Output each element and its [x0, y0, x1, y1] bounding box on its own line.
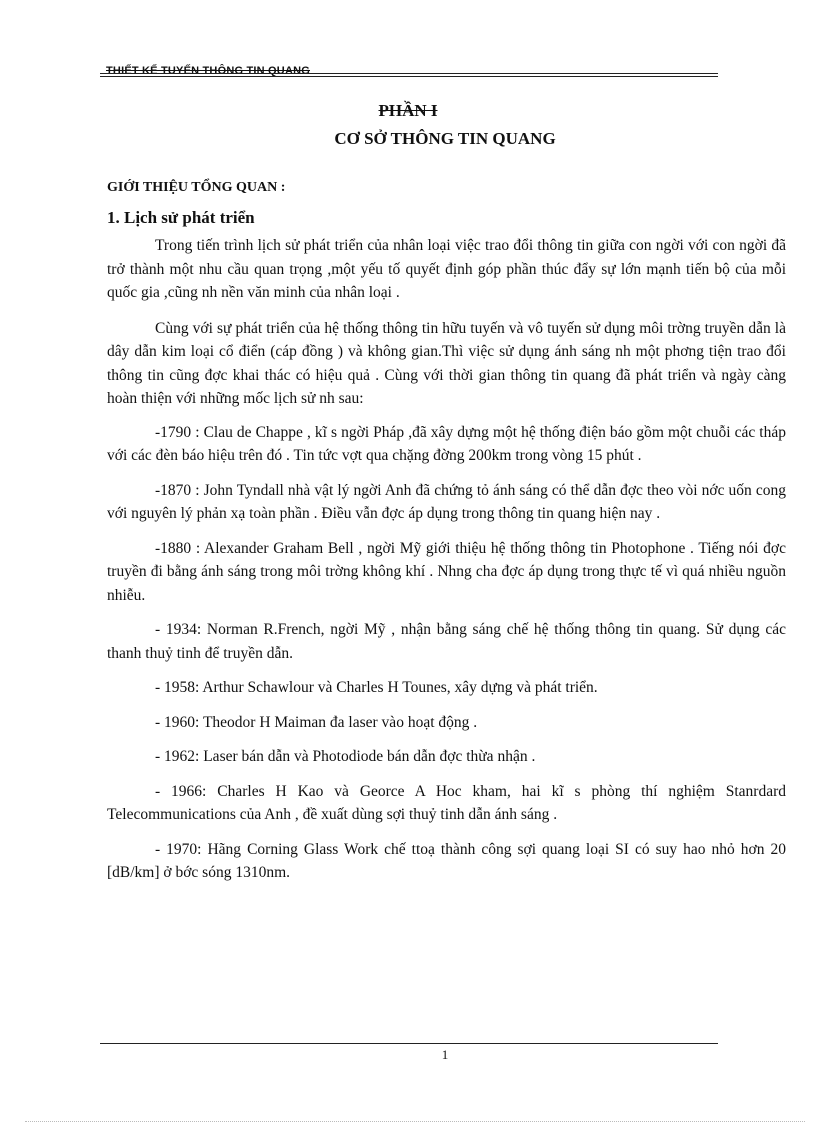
milestone-item: -1880 : Alexander Graham Bell , ngời Mỹ giới thiệu hệ thống thông tin Photophone . Tiếng nói đợc truyền đi bằng ánh sáng trong môi trờng không khí . Nhng cha đợc áp dụng trong thực tế vì quá nhiều nguồn nhiễu. — [107, 539, 786, 604]
milestone-list — [107, 421, 786, 885]
milestone-item: -1790 : Clau de Chappe , kĩ s ngời Pháp ,đã xây dựng một hệ thống điện báo gồm một chuỗi các tháp với các đèn báo hiệu trên đó . Tin tức vợt qua chặng đờng 200km trong vòng 15 phút . — [107, 423, 786, 464]
paragraph-intro: Trong tiến trình lịch sử phát triển của nhân loại việc trao đổi thông tin giữa con ngời với con ngời đã trở thành một nhu cầu quan trọng ,một yếu tố quyết định góp phần thúc đẩy sự lớn mạnh tiến bộ của mỗi quốc gia ,cũng nh nền văn minh của nhân loại . — [107, 237, 786, 301]
page-title: CƠ SỞ THÔNG TIN QUANG — [334, 129, 556, 148]
milestone-item: - 1934: Norman R.French, ngời Mỹ , nhận bằng sáng chế hệ thống thông tin quang. Sử dụng các thanh thuỷ tinh để truyền dẫn. — [107, 621, 786, 662]
running-header-title: THIẾT KẾ TUYẾN THÔNG TIN QUANG — [106, 65, 310, 77]
milestone-item: - 1962: Laser bán dẫn và Photodiode bán dẫn đợc thừa nhận . — [155, 748, 536, 765]
header-rule-bottom — [100, 76, 718, 77]
milestone-item: - 1960: Theodor H Maiman đa laser vào hoạt động . — [155, 713, 478, 731]
paragraph-development: Cùng với sự phát triển của hệ thống thông tin hữu tuyến và vô tuyến sử dụng môi trờng truyền dẫn là dây dẫn kim loại cổ điển (cáp đồng ) và không gian.Thì việc sử dụng ánh sáng nh một phơng tiện trao đổi thông tin cũng đợc khai thác có hiệu quả . Cùng với thời gian thông tin quang đã phát triển và ngày càng hoàn thiện với những mốc lịch sử nh sau: — [107, 319, 786, 407]
page-number: 1 — [441, 1047, 449, 1062]
milestone-item: - 1970: Hãng Corning Glass Work chế ttoạ thành công sợi quang loại SI có suy hao nhỏ hơn 20 [dB/km] ở bớc sóng 1310nm. — [107, 840, 786, 881]
running-header — [100, 64, 718, 78]
header-rule-top — [100, 73, 718, 74]
intro-heading: GIỚI THIỆU TỔNG QUAN : — [107, 180, 286, 195]
milestone-item: -1870 : John Tyndall nhà vật lý ngời Anh đã chứng tỏ ánh sáng có thể dẫn đợc theo vòi nớc uốn cong với nguyên lý phản xạ toàn phần . Điều vẫn đợc áp dụng trong thông tin quang hiện nay . — [107, 481, 786, 522]
milestone-item: - 1958: Arthur Schawlour và Charles H Tounes, xây dựng và phát triển. — [155, 679, 598, 696]
page-bottom-border — [25, 1121, 805, 1122]
milestone-item: - 1966: Charles H Kao và Georce A Hoc kham, hai kĩ s phòng thí nghiệm Stanrdard Telecommunications của Anh , đề xuất dùng sợi thuỷ tinh dẫn ánh sáng . — [107, 782, 786, 823]
section-heading: 1. Lịch sử phát triển — [107, 208, 255, 227]
footer-rule — [100, 1043, 718, 1044]
document-body — [107, 180, 786, 896]
part-label: PHẦN I — [378, 101, 438, 120]
